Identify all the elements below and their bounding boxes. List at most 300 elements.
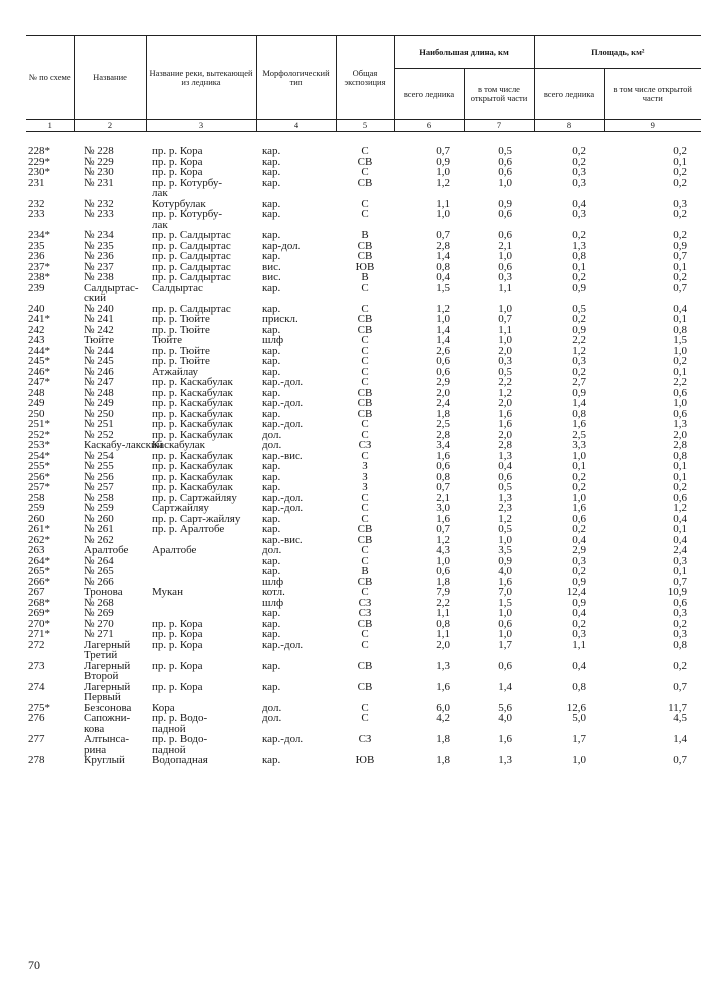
river-name: пр. р. Салдыртас bbox=[152, 250, 231, 262]
area-open: 0,8 bbox=[673, 638, 687, 651]
exposition: СВ bbox=[357, 533, 373, 546]
table-row bbox=[26, 692, 701, 703]
river-name: пр. р. Кора bbox=[152, 628, 203, 640]
area-total: 0,5 bbox=[572, 302, 586, 315]
exposition: СВ bbox=[357, 659, 373, 672]
glacier-name: № 268 bbox=[84, 596, 114, 609]
area-total bbox=[534, 745, 604, 756]
glacier-name: № 236 bbox=[84, 250, 114, 262]
exposition: СВ bbox=[357, 617, 373, 630]
area-total: 0,4 bbox=[572, 533, 586, 546]
length-total: 1,5 bbox=[436, 281, 450, 294]
row-number: 240 bbox=[28, 302, 45, 315]
length-open: 0,6 bbox=[498, 260, 512, 273]
length-open bbox=[464, 293, 534, 304]
morph-type: кар.-дол. bbox=[262, 502, 304, 514]
length-total: 0,6 bbox=[436, 355, 450, 367]
morph-type: кар. bbox=[262, 250, 281, 262]
glacier-name: № 245 bbox=[84, 355, 114, 367]
exposition: З bbox=[362, 481, 368, 493]
area-total: 0,8 bbox=[572, 407, 586, 420]
length-total: 2,0 bbox=[436, 386, 450, 399]
area-total: 0,3 bbox=[572, 554, 586, 567]
river-name: пр. р. Салдыртас bbox=[152, 229, 231, 241]
river-name: пр. р. Каскабулак bbox=[152, 397, 233, 409]
area-open: 0,1 bbox=[673, 470, 687, 483]
length-total: 1,2 bbox=[436, 533, 450, 546]
river-name bbox=[146, 650, 256, 661]
river-name: пр. р. Аралтобе bbox=[152, 523, 225, 535]
glacier-name: № 264 bbox=[84, 554, 114, 567]
row-number: 257* bbox=[28, 481, 50, 493]
river-name: пр. р. Каскабулак bbox=[152, 428, 233, 441]
glacier-name: Третий bbox=[84, 649, 118, 661]
length-total: 1,4 bbox=[436, 250, 450, 262]
area-total: 0,8 bbox=[572, 680, 586, 693]
area-open: 1,0 bbox=[673, 344, 687, 357]
exposition: СВ bbox=[357, 239, 373, 252]
length-total bbox=[394, 188, 464, 199]
area-total: 0,8 bbox=[572, 250, 586, 262]
header-name: Название bbox=[74, 36, 146, 120]
area-open: 11,7 bbox=[668, 701, 687, 714]
header-length-group: Наибольшая длина, км bbox=[394, 36, 534, 69]
glacier-name: Лагерный bbox=[84, 638, 131, 651]
area-open: 0,7 bbox=[673, 281, 687, 294]
length-open bbox=[464, 692, 534, 703]
exposition: С bbox=[361, 701, 369, 714]
row-number: 269* bbox=[28, 607, 50, 619]
length-total: 1,8 bbox=[436, 575, 450, 588]
glacier-name: Второй bbox=[84, 670, 119, 682]
exposition: СВ bbox=[357, 680, 373, 693]
row-number: 271* bbox=[28, 628, 50, 640]
area-open bbox=[604, 671, 701, 682]
morph-type: кар. bbox=[262, 617, 281, 630]
length-open: 7,0 bbox=[498, 586, 512, 598]
table-row bbox=[26, 335, 701, 346]
length-total: 0,6 bbox=[436, 365, 450, 378]
area-open: 0,6 bbox=[673, 407, 687, 420]
area-total: 0,3 bbox=[572, 208, 586, 220]
river-name: пр. р. Каскабулак bbox=[152, 386, 233, 399]
glacier-name: № 252 bbox=[84, 428, 114, 441]
area-open bbox=[604, 650, 701, 661]
area-total: 1,2 bbox=[572, 344, 586, 357]
area-open: 0,4 bbox=[673, 302, 687, 315]
length-total: 2,6 bbox=[436, 344, 450, 357]
row-number: 246* bbox=[28, 365, 50, 378]
river-name: лак bbox=[152, 187, 168, 199]
row-number: 243 bbox=[28, 334, 45, 346]
row-number bbox=[26, 293, 74, 304]
length-open: 1,7 bbox=[498, 638, 512, 651]
area-open: 0,9 bbox=[673, 239, 687, 252]
area-open: 0,2 bbox=[673, 176, 687, 189]
morph-type: шлф bbox=[262, 334, 284, 346]
length-open: 0,6 bbox=[498, 617, 512, 630]
length-total: 4,2 bbox=[436, 712, 450, 724]
glacier-name: № 231 bbox=[84, 176, 114, 189]
morph-type: кар. bbox=[262, 659, 281, 672]
morph-type: кар. bbox=[262, 155, 281, 168]
row-number: 228* bbox=[28, 145, 50, 157]
river-name: пр. р. Салдыртас bbox=[152, 260, 231, 273]
area-open: 1,2 bbox=[673, 502, 687, 514]
length-total bbox=[394, 724, 464, 735]
page-number: 70 bbox=[28, 958, 40, 972]
area-open: 0,6 bbox=[673, 386, 687, 399]
row-number: 236 bbox=[28, 250, 45, 262]
river-name: пр. р. Каскабулак bbox=[152, 460, 233, 472]
area-open: 0,2 bbox=[673, 617, 687, 630]
length-open: 4,0 bbox=[498, 712, 512, 724]
river-name: пр. р. Кора bbox=[152, 166, 203, 178]
glacier-name: Тронова bbox=[84, 586, 123, 598]
morph-type: кар. bbox=[262, 460, 281, 472]
area-open: 0,7 bbox=[673, 575, 687, 588]
morph-type: кар.-дол. bbox=[262, 491, 304, 504]
river-name: Котурбулак bbox=[152, 197, 206, 210]
river-name: пр. р. Кора bbox=[152, 145, 203, 157]
row-number: 270* bbox=[28, 617, 50, 630]
area-open: 0,2 bbox=[673, 145, 687, 157]
area-total: 0,9 bbox=[572, 596, 586, 609]
row-number: 250 bbox=[28, 407, 45, 420]
table-row bbox=[26, 587, 701, 598]
header-area-open: в том числе открытой части bbox=[604, 69, 701, 120]
length-open: 0,3 bbox=[498, 271, 512, 283]
area-open: 2,8 bbox=[673, 439, 687, 451]
morph-type: шлф bbox=[262, 575, 284, 588]
length-total: 1,8 bbox=[436, 754, 450, 766]
area-total: 0,2 bbox=[572, 523, 586, 535]
exposition: ЮВ bbox=[355, 754, 375, 766]
exposition: З bbox=[362, 460, 368, 472]
length-total: 1,4 bbox=[436, 323, 450, 336]
column-number: 8 bbox=[534, 120, 604, 132]
morph-type: кар.-дол. bbox=[262, 397, 304, 409]
exposition: С bbox=[361, 281, 369, 294]
morph-type: кар.-вис. bbox=[262, 449, 303, 462]
length-total bbox=[394, 650, 464, 661]
glacier-name: № 262 bbox=[84, 533, 114, 546]
length-total: 0,4 bbox=[436, 271, 450, 283]
exposition: СЗ bbox=[358, 607, 372, 619]
morph-type: кар. bbox=[262, 607, 281, 619]
river-name: пр. р. Каскабулак bbox=[152, 376, 233, 388]
area-total: 0,2 bbox=[572, 271, 586, 283]
exposition: СВ bbox=[357, 397, 373, 409]
area-open: 0,3 bbox=[673, 197, 687, 210]
exposition: С bbox=[361, 166, 369, 178]
exposition: СВ bbox=[357, 575, 373, 588]
glacier-name: Лагерный bbox=[84, 659, 131, 672]
river-name bbox=[146, 293, 256, 304]
area-total: 0,9 bbox=[572, 323, 586, 336]
row-number: 239 bbox=[28, 281, 45, 294]
morph-type: кар.-дол. bbox=[262, 638, 304, 651]
area-total: 0,3 bbox=[572, 355, 586, 367]
table-row bbox=[26, 640, 701, 651]
area-total: 2,5 bbox=[572, 428, 586, 441]
morph-type: кар. bbox=[262, 229, 281, 241]
glacier-name: № 259 bbox=[84, 502, 114, 514]
area-open: 0,8 bbox=[673, 323, 687, 336]
river-name: Сартжайляу bbox=[152, 502, 209, 514]
length-total: 0,6 bbox=[436, 565, 450, 577]
river-name: Мукан bbox=[152, 586, 183, 598]
river-name: пр. р. Котурбу- bbox=[152, 176, 223, 189]
morph-type bbox=[256, 293, 336, 304]
column-number: 5 bbox=[336, 120, 394, 132]
morph-type: кар. bbox=[262, 176, 281, 189]
morph-type: вис. bbox=[262, 271, 281, 283]
length-open: 0,6 bbox=[498, 208, 512, 220]
glacier-name: № 241 bbox=[84, 313, 114, 325]
river-name: лак bbox=[152, 218, 168, 231]
column-number: 1 bbox=[26, 120, 74, 132]
area-open: 2,4 bbox=[673, 544, 687, 556]
row-number: 272 bbox=[28, 638, 45, 651]
exposition: С bbox=[361, 334, 369, 346]
row-number: 264* bbox=[28, 554, 50, 567]
area-total: 5,0 bbox=[572, 712, 586, 724]
area-total: 2,2 bbox=[572, 334, 586, 346]
morph-type: кар. bbox=[262, 197, 281, 210]
header-river: Название реки, вытекающей из ледника bbox=[146, 36, 256, 120]
table-row bbox=[26, 293, 701, 304]
area-total bbox=[534, 671, 604, 682]
area-open: 0,1 bbox=[673, 155, 687, 168]
glacier-name: № 244 bbox=[84, 344, 114, 357]
glacier-name: № 265 bbox=[84, 565, 114, 577]
morph-type: кар. bbox=[262, 166, 281, 178]
exposition: В bbox=[361, 271, 369, 283]
row-number: 262* bbox=[28, 533, 50, 546]
row-number: 235 bbox=[28, 239, 45, 252]
length-total: 0,7 bbox=[436, 523, 450, 535]
area-total: 0,1 bbox=[572, 460, 586, 472]
river-name: пр. р. Каскабулак bbox=[152, 407, 233, 420]
length-open: 4,0 bbox=[498, 565, 512, 577]
glacier-name: № 269 bbox=[84, 607, 114, 619]
length-open: 0,4 bbox=[498, 460, 512, 472]
river-name bbox=[146, 692, 256, 703]
exposition: С bbox=[361, 502, 369, 514]
area-total bbox=[534, 220, 604, 231]
area-total: 0,4 bbox=[572, 197, 586, 210]
morph-type: кар. bbox=[262, 407, 281, 420]
glacier-name: № 257 bbox=[84, 481, 114, 493]
row-number: 276 bbox=[28, 712, 45, 724]
river-name: пр. р. Каскабулак bbox=[152, 470, 233, 483]
exposition: СЗ bbox=[358, 733, 372, 745]
exposition: ЮВ bbox=[355, 260, 375, 273]
length-open: 1,1 bbox=[498, 323, 512, 336]
length-total: 2,8 bbox=[436, 428, 450, 441]
exposition: С bbox=[361, 365, 369, 378]
glacier-name: № 238 bbox=[84, 271, 114, 283]
area-open: 0,1 bbox=[673, 523, 687, 535]
area-total: 0,4 bbox=[572, 659, 586, 672]
morph-type: кар. bbox=[262, 281, 281, 294]
length-total: 1,1 bbox=[436, 628, 450, 640]
row-number: 254* bbox=[28, 449, 50, 462]
area-total: 12,6 bbox=[566, 701, 586, 714]
area-total: 0,2 bbox=[572, 470, 586, 483]
river-name: Кора bbox=[152, 701, 175, 714]
area-total: 3,3 bbox=[572, 439, 586, 451]
area-total: 0,2 bbox=[572, 313, 586, 325]
row-number: 232 bbox=[28, 197, 45, 210]
glacier-name: № 247 bbox=[84, 376, 114, 388]
river-name bbox=[146, 598, 256, 609]
river-name: Водопадная bbox=[152, 754, 208, 766]
glacier-name: № 261 bbox=[84, 523, 114, 535]
table-row bbox=[26, 230, 701, 241]
area-open: 0,2 bbox=[673, 271, 687, 283]
exposition: С bbox=[361, 208, 369, 220]
morph-type: кар. bbox=[262, 470, 281, 483]
area-open: 0,1 bbox=[673, 313, 687, 325]
length-total: 1,0 bbox=[436, 208, 450, 220]
column-number: 4 bbox=[256, 120, 336, 132]
exposition: С bbox=[361, 197, 369, 210]
row-number: 259 bbox=[28, 502, 45, 514]
length-total: 0,8 bbox=[436, 470, 450, 483]
length-open: 0,5 bbox=[498, 365, 512, 378]
river-name: пр. р. Сартжайляу bbox=[152, 491, 237, 504]
area-total bbox=[534, 293, 604, 304]
length-open: 1,0 bbox=[498, 533, 512, 546]
glacier-name: Салдыртас- bbox=[84, 281, 139, 294]
table-row bbox=[26, 209, 701, 220]
area-open: 0,2 bbox=[673, 229, 687, 241]
table-row bbox=[26, 713, 701, 724]
exposition bbox=[336, 188, 394, 199]
table-row bbox=[26, 178, 701, 189]
area-total bbox=[534, 724, 604, 735]
morph-type: кар. bbox=[262, 355, 281, 367]
area-open: 1,0 bbox=[673, 397, 687, 409]
length-total: 1,6 bbox=[436, 680, 450, 693]
area-open: 0,6 bbox=[673, 491, 687, 504]
river-name bbox=[146, 608, 256, 619]
area-total: 1,4 bbox=[572, 397, 586, 409]
area-open: 0,1 bbox=[673, 460, 687, 472]
header-area-group: Площадь, км² bbox=[534, 36, 701, 69]
column-number: 3 bbox=[146, 120, 256, 132]
row-number: 241* bbox=[28, 313, 50, 325]
length-total: 0,7 bbox=[436, 145, 450, 157]
morph-type: кар.-дол. bbox=[262, 418, 304, 430]
row-number: 253* bbox=[28, 439, 50, 451]
glacier-name: № 237 bbox=[84, 260, 114, 273]
area-total: 0,6 bbox=[572, 512, 586, 525]
exposition bbox=[336, 650, 394, 661]
glacier-name: № 233 bbox=[84, 208, 114, 220]
glacier-name: Сапожни- bbox=[84, 712, 131, 724]
table-row bbox=[26, 251, 701, 262]
length-open bbox=[464, 650, 534, 661]
morph-type: кар. bbox=[262, 628, 281, 640]
exposition: СЗ bbox=[358, 596, 372, 609]
glacier-name: № 234 bbox=[84, 229, 114, 241]
length-total: 2,0 bbox=[436, 638, 450, 651]
exposition: СВ bbox=[357, 155, 373, 168]
length-open: 0,6 bbox=[498, 229, 512, 241]
length-open: 3,5 bbox=[498, 544, 512, 556]
length-open: 0,6 bbox=[498, 659, 512, 672]
morph-type: котл. bbox=[262, 586, 285, 598]
header-length-open: в том числе открытой части bbox=[464, 69, 534, 120]
length-total: 1,8 bbox=[436, 407, 450, 420]
table-row bbox=[26, 167, 701, 178]
river-name: пр. р. Каскабулак bbox=[152, 449, 233, 462]
row-number: 256* bbox=[28, 470, 50, 483]
area-open: 0,8 bbox=[673, 449, 687, 462]
column-number: 7 bbox=[464, 120, 534, 132]
length-total bbox=[394, 692, 464, 703]
glacier-name: № 258 bbox=[84, 491, 114, 504]
area-total: 0,2 bbox=[572, 365, 586, 378]
morph-type: дол. bbox=[262, 428, 282, 441]
area-open: 1,3 bbox=[673, 418, 687, 430]
morph-type: кар. bbox=[262, 481, 281, 493]
length-total: 2,2 bbox=[436, 596, 450, 609]
row-number: 237* bbox=[28, 260, 50, 273]
row-number: 247* bbox=[28, 376, 50, 388]
length-open: 1,0 bbox=[498, 250, 512, 262]
area-open bbox=[604, 188, 701, 199]
length-open bbox=[464, 188, 534, 199]
length-open: 5,6 bbox=[498, 701, 512, 714]
exposition: СВ bbox=[357, 250, 373, 262]
length-total: 1,1 bbox=[436, 607, 450, 619]
area-total bbox=[534, 650, 604, 661]
area-open: 0,7 bbox=[673, 250, 687, 262]
length-open: 1,5 bbox=[498, 596, 512, 609]
exposition bbox=[336, 671, 394, 682]
length-open: 0,5 bbox=[498, 481, 512, 493]
river-name: пр. р. Кора bbox=[152, 638, 203, 651]
exposition: СВ bbox=[357, 176, 373, 189]
length-total: 1,0 bbox=[436, 313, 450, 325]
morph-type: дол. bbox=[262, 712, 282, 724]
length-total: 2,1 bbox=[436, 491, 450, 504]
exposition: СВ bbox=[357, 313, 373, 325]
exposition: С bbox=[361, 491, 369, 504]
area-open: 0,2 bbox=[673, 481, 687, 493]
river-name: пр. р. Водо- bbox=[152, 733, 208, 745]
morph-type: кар. bbox=[262, 344, 281, 357]
river-name: Атжайлау bbox=[152, 365, 199, 378]
glacier-name: Круглый bbox=[84, 754, 125, 766]
length-open: 0,9 bbox=[498, 197, 512, 210]
table-row bbox=[26, 545, 701, 556]
area-total: 0,4 bbox=[572, 607, 586, 619]
glacier-name: № 270 bbox=[84, 617, 114, 630]
table-row bbox=[26, 272, 701, 283]
area-total: 1,0 bbox=[572, 449, 586, 462]
row-number: 261* bbox=[28, 523, 50, 535]
row-number: 252* bbox=[28, 428, 50, 441]
morph-type: кар. bbox=[262, 386, 281, 399]
glacier-name: № 256 bbox=[84, 470, 114, 483]
glacier-name: № 254 bbox=[84, 449, 114, 462]
length-open: 1,2 bbox=[498, 512, 512, 525]
